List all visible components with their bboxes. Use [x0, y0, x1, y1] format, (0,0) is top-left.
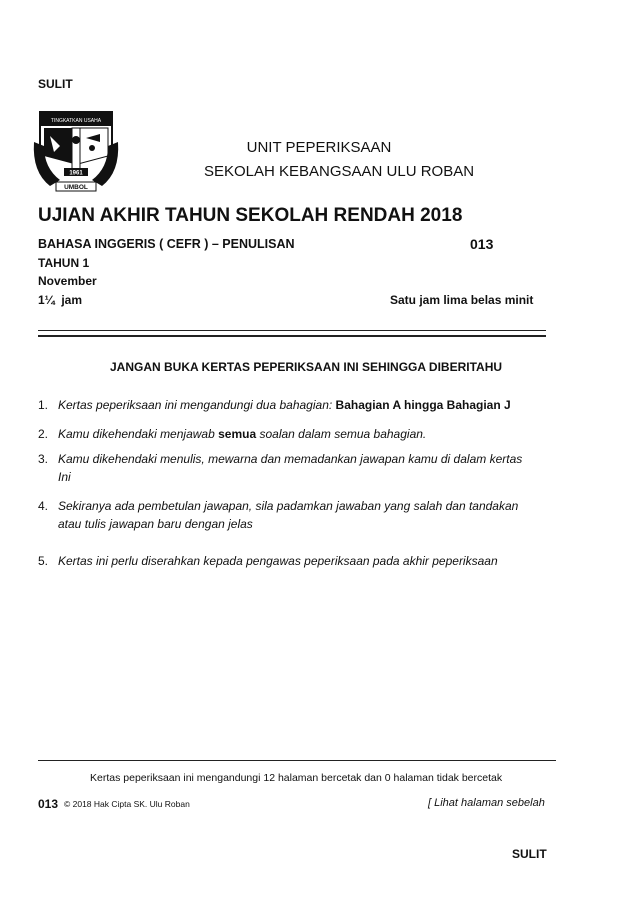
subject-line: BAHASA INGGERIS ( CEFR ) – PENULISAN: [38, 237, 295, 251]
instruction-number: 4.: [38, 499, 49, 513]
crest-banner-text: TINGKATKAN USAHA: [50, 118, 102, 124]
exam-duration: 1¼ jam: [38, 293, 83, 307]
footer-paper-code: 013: [38, 797, 59, 811]
exam-month: November: [38, 274, 97, 288]
instruction-text: Kamu dikehendaki menjawab: [58, 427, 219, 441]
sulit-bottom-label: SULIT: [512, 847, 547, 861]
instruction-number: 3.: [38, 452, 49, 466]
exam-title: UJIAN AKHIR TAHUN SEKOLAH RENDAH 2018: [38, 205, 463, 226]
instruction-emphasis: semua: [218, 427, 257, 441]
year-level: TAHUN 1: [38, 256, 90, 270]
crest-ribbon-text: UMBOL: [64, 184, 88, 191]
instruction-number: 5.: [38, 554, 49, 568]
paper-code: 013: [470, 236, 494, 252]
instruction-number: 1.: [38, 398, 49, 412]
footer-divider: [38, 760, 556, 761]
warning-notice: JANGAN BUKA KERTAS PEPERIKSAAN INI SEHINGGA DIBERITAHU: [110, 360, 503, 374]
instruction-item-5: [38, 552, 598, 570]
instruction-item-2: [38, 425, 598, 443]
crest-year-text: 1961: [69, 170, 83, 177]
header-divider-bottom: [38, 335, 546, 337]
instruction-text: Kamu dikehendaki menulis, mewarna dan memadankan jawapan kamu di dalam kertas: [58, 452, 523, 466]
instruction-continuation: atau tulis jawapan baru dengan jelas: [58, 517, 253, 531]
instruction-text: Sekiranya ada pembetulan jawapan, sila padamkan jawaban yang salah dan tandakan: [58, 499, 519, 513]
school-name: SEKOLAH KEBANGSAAN ULU ROBAN: [203, 163, 475, 180]
instruction-continuation: Ini: [58, 470, 71, 484]
page-count-note: Kertas peperiksaan ini mengandungi 12 halaman bercetak dan 0 halaman tidak bercetak: [90, 772, 503, 784]
sulit-top-label: SULIT: [38, 77, 73, 91]
header-divider-top: [38, 330, 546, 331]
instruction-text-after: soalan dalam semua bahagian.: [256, 427, 427, 441]
instruction-item-3: [38, 450, 598, 486]
instruction-number: 2.: [38, 427, 49, 441]
instruction-text: Kertas ini perlu diserahkan kepada pengawas peperiksaan pada akhir peperiksaan: [58, 554, 498, 568]
instruction-item-4: [38, 497, 598, 533]
instruction-text: Kertas peperiksaan ini mengandungi dua bahagian:: [58, 398, 336, 412]
instruction-item-1: [38, 396, 598, 414]
exam-duration-words: Satu jam lima belas minit: [390, 293, 534, 307]
unit-title: UNIT PEPERIKSAAN: [246, 139, 392, 156]
instruction-emphasis: Bahagian A hingga Bahagian J: [335, 398, 511, 412]
copyright-text: © 2018 Hak Cipta SK. Ulu Roban: [64, 799, 190, 809]
next-page-note: [ Lihat halaman sebelah: [428, 797, 545, 809]
